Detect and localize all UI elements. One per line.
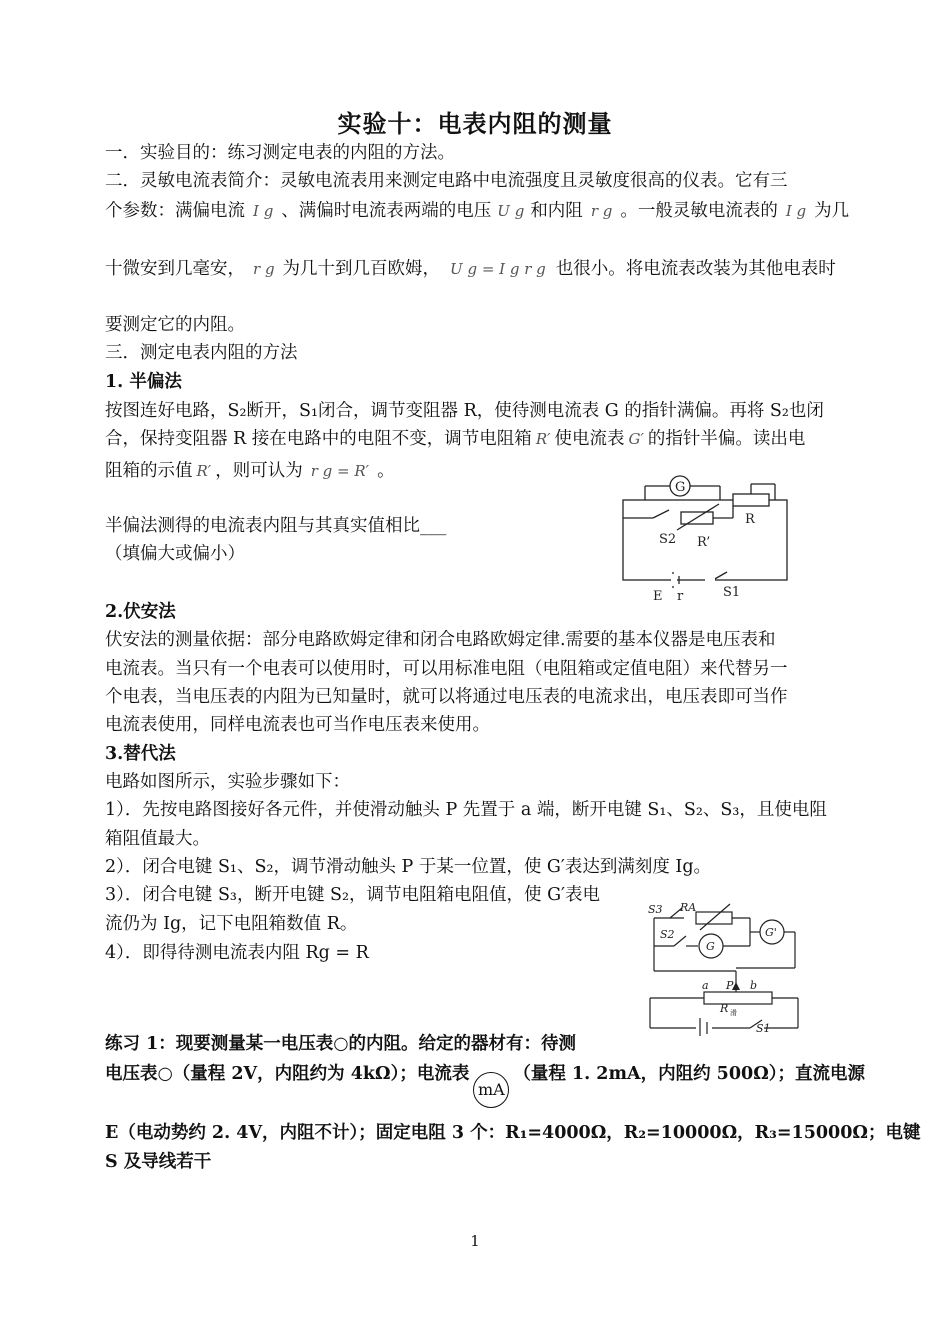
label-gb: G xyxy=(706,940,715,953)
label-s3: S3 xyxy=(648,903,663,916)
section-intro-line2: 个参数：满偏电流 I g 、满偏时电流表两端的电压 U g 和内阻 r g 。一般灵敏电流表的 I g 为几 xyxy=(105,201,850,221)
method1-question-hint: （填偏大或偏小） xyxy=(105,544,245,564)
label-r-internal: r xyxy=(677,589,684,604)
method3-heading: 3.替代法 xyxy=(105,744,176,764)
method1-question: 半偏法测得的电流表内阻与其真实值相比___ xyxy=(105,516,447,536)
method1-line1: 按图连好电路，S₂断开，S₁闭合，调节变阻器 R，使待测电流表 G 的指针满偏。再将 S₂也闭 xyxy=(105,401,824,421)
exercise-line1: 练习 1：现要测量某一电压表○的内阻。给定的器材有：待测 xyxy=(105,1034,577,1054)
method2-line1: 伏安法的测量依据：部分电路欧姆定律和闭合电路欧姆定律.需要的基本仪器是电压表和 xyxy=(105,630,776,650)
exercise-line2: 电压表○（量程 2V，内阻约为 4kΩ）；电流表mA（量程 1. 2mA，内阻约 500Ω）；直流电源 xyxy=(105,1056,865,1092)
method1-heading: 1. 半偏法 xyxy=(105,372,182,392)
section-intro-line4: 要测定它的内阻。 xyxy=(105,315,245,335)
label-a: a xyxy=(702,979,709,992)
exercise-line4: S 及导线若干 xyxy=(105,1152,212,1172)
label-r-prime: R’ xyxy=(697,535,711,550)
formula-g-prime: G′ xyxy=(628,430,644,448)
formula-ug: U g xyxy=(497,202,525,220)
method3-step1-cont: 箱阻值最大。 xyxy=(105,829,210,849)
section-intro-line3: 十微安到几毫安， r g 为几十到几百欧姆， U g = I g r g 也很小。将电流表改装为其他电表时 xyxy=(105,259,836,279)
label-e: E xyxy=(653,589,663,604)
label-g-prime: G' xyxy=(765,926,777,939)
section-objective: 一．实验目的：练习测定电表的内阻的方法。 xyxy=(105,143,455,163)
label-p: P xyxy=(726,979,734,992)
method2-line3: 个电表，当电压表的内阻为已知量时，就可以将通过电压表的电流求出，电压表即可当作 xyxy=(105,687,788,707)
formula-rg-2: r g xyxy=(253,260,275,278)
method3-step1: 1）．先按电路图接好各元件，并使滑动触头 P 先置于 a 端，断开电键 S₁、S₂、S₃，且使电阻 xyxy=(105,800,827,820)
method3-step3: 3）．闭合电键 S₃，断开电键 S₂，调节电阻箱电阻值，使 G′表电 xyxy=(105,885,601,905)
method3-step2: 2）．闭合电键 S₁、S₂，调节滑动触头 P 于某一位置，使 G′表达到满刻度 Ig。 xyxy=(105,857,712,877)
method3-step3-cont: 流仍为 Ig，记下电阻箱数值 R。 xyxy=(105,914,358,934)
method2-heading: 2.伏安法 xyxy=(105,602,176,622)
method1-line2: 合，保持变阻器 R 接在电路中的电阻不变，调节电阻箱 R′ 使电流表 G′ 的指针半偏。读出电 xyxy=(105,429,806,449)
formula-rg: r g xyxy=(590,202,613,220)
label-s1b: S1 xyxy=(756,1022,771,1035)
half-deflection-circuit-diagram xyxy=(615,468,795,608)
label-b: b xyxy=(750,979,758,992)
label-r-slide: R xyxy=(720,1002,729,1015)
method1-line3: 阻箱的示值 R′ ，则可认为 r g = R′ 。 xyxy=(105,461,395,481)
label-r: R xyxy=(745,512,755,527)
formula-ig-2: I g xyxy=(785,202,807,220)
section-methods: 三．测定电表内阻的方法 xyxy=(105,343,298,363)
page-title: 实验十：电表内阻的测量 xyxy=(337,109,613,138)
label-s2: S2 xyxy=(659,532,677,547)
label-r-slide-sub: 滑 xyxy=(730,1009,737,1017)
label-s1: S1 xyxy=(723,585,741,600)
milliammeter-icon: mA xyxy=(473,1072,509,1108)
exercise-line3: E（电动势约 2. 4V，内阻不计）；固定电阻 3 个：R₁=4000Ω，R₂=10000Ω，R₃=15000Ω；电键 xyxy=(105,1123,921,1143)
page-number: 1 xyxy=(470,1232,480,1250)
label-g: G xyxy=(675,480,686,495)
formula-r-prime-2: R′ xyxy=(196,462,212,480)
method2-line4: 电流表使用，同样电流表也可当作电压表来使用。 xyxy=(105,715,490,735)
formula-r-prime: R′ xyxy=(535,430,551,448)
substitution-circuit-diagram xyxy=(640,896,810,1038)
method3-intro: 电路如图所示，实验步骤如下： xyxy=(105,772,350,792)
method2-line2: 电流表。当只有一个电表可以使用时，可以用标准电阻（电阻箱或定值电阻）来代替另一 xyxy=(105,659,788,679)
section-intro-line1: 二．灵敏电流表简介：灵敏电流表用来测定电路中电流强度且灵敏度很高的仪表。它有三 xyxy=(105,171,788,191)
formula-rg-eq: r g = R′ xyxy=(310,462,370,480)
formula-ig: I g xyxy=(253,202,274,220)
method3-step4: 4）．即得待测电流表内阻 Rg = R xyxy=(105,943,369,963)
formula-ug-eq: U g = I g r g xyxy=(450,260,546,278)
label-s2b: S2 xyxy=(660,928,675,941)
label-ra: RA xyxy=(680,901,697,914)
